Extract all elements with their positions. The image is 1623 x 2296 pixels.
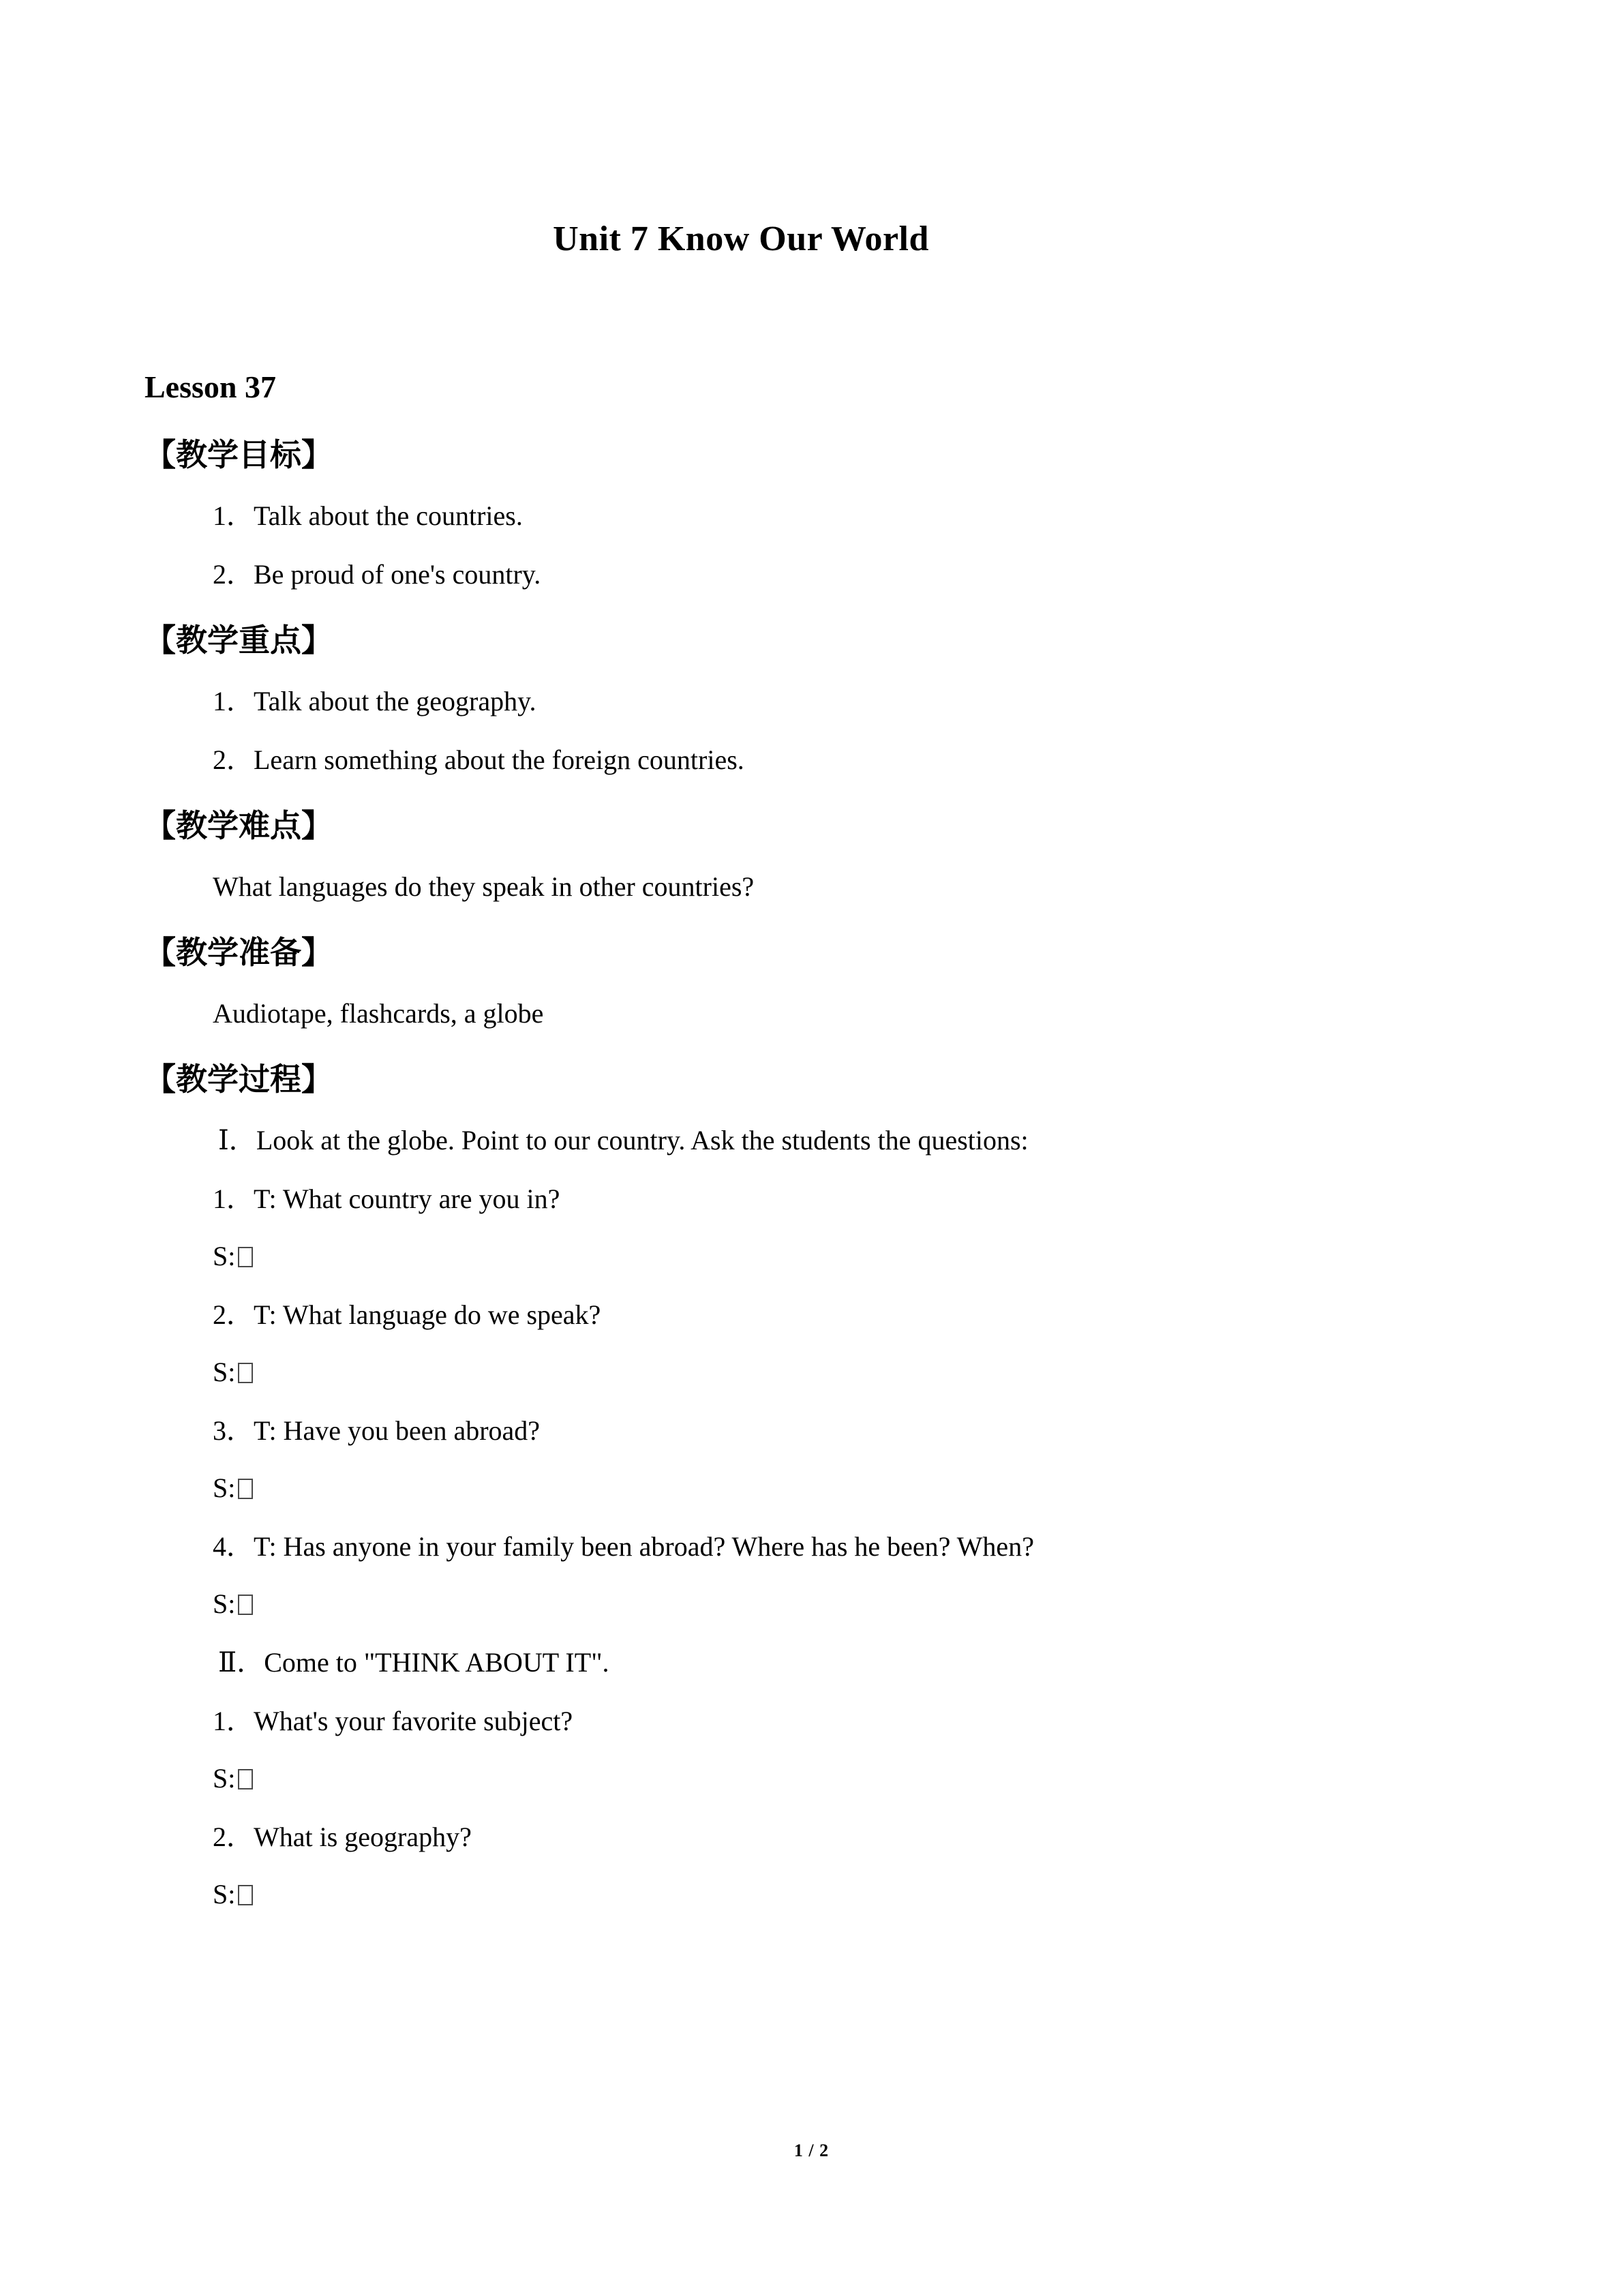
list-marker: 3．	[213, 1415, 254, 1446]
student-answer-line	[145, 1735, 1481, 1792]
student-answer-label: S:	[213, 1241, 236, 1271]
student-answer-line	[145, 1851, 1481, 1908]
roman-marker: Ⅰ．	[218, 1125, 256, 1155]
procedure-part-two	[145, 1618, 1481, 1676]
teacher-question: T: Have you been abroad?	[254, 1415, 541, 1446]
list-item	[145, 530, 1481, 588]
student-answer-line	[145, 1329, 1481, 1386]
document-content	[145, 0, 1481, 1908]
list-marker: 2．	[213, 1299, 254, 1330]
teacher-question: T: What country are you in?	[254, 1183, 560, 1214]
teacher-question: T: Has anyone in your family been abroad? Where has he been? When?	[254, 1531, 1034, 1562]
page-title: Unit 7 Know Our World	[553, 220, 929, 258]
missing-glyph-box-icon	[238, 1479, 253, 1499]
list-item-text: Talk about the geography.	[254, 686, 536, 716]
list-marker: 1．	[213, 686, 254, 716]
student-answer-label: S:	[213, 1879, 236, 1909]
student-answer-label: S:	[213, 1357, 236, 1387]
list-item	[145, 1502, 1481, 1560]
list-item	[145, 656, 1481, 715]
procedure-part-two-text: Come to "THINK ABOUT IT".	[264, 1647, 609, 1678]
teacher-question: What's your favorite subject?	[254, 1706, 573, 1736]
section-heading-procedure: 【教学过程】	[145, 1062, 333, 1097]
missing-glyph-box-icon	[238, 1595, 253, 1615]
list-item	[145, 1386, 1481, 1445]
missing-glyph-box-icon	[238, 1769, 253, 1789]
roman-marker: Ⅱ．	[218, 1647, 264, 1678]
section-heading-difficulties: 【教学难点】	[145, 809, 333, 843]
section-heading-preparation: 【教学准备】	[145, 935, 333, 970]
missing-glyph-box-icon	[238, 1885, 253, 1905]
list-item	[145, 471, 1481, 530]
list-marker: 4．	[213, 1531, 254, 1562]
list-marker: 1．	[213, 1183, 254, 1214]
list-item	[145, 1792, 1481, 1851]
list-item-text: Be proud of one's country.	[254, 559, 541, 590]
list-item-text: Learn something about the foreign countries.	[254, 744, 744, 775]
missing-glyph-box-icon	[238, 1363, 253, 1383]
list-item	[145, 1270, 1481, 1329]
student-answer-label: S:	[213, 1763, 236, 1794]
list-item	[145, 715, 1481, 774]
list-marker: 1．	[213, 500, 254, 531]
student-answer-line	[145, 1560, 1481, 1618]
student-answer-line	[145, 1213, 1481, 1270]
page-number-footer: 1 / 2	[793, 2141, 830, 2160]
section-paragraph: Audiotape, flashcards, a globe	[213, 998, 544, 1029]
list-marker: 2．	[213, 1822, 254, 1852]
list-marker: 2．	[213, 744, 254, 775]
list-item-text: Talk about the countries.	[254, 500, 523, 531]
student-answer-label: S:	[213, 1472, 236, 1503]
list-marker: 2．	[213, 559, 254, 590]
missing-glyph-box-icon	[238, 1247, 253, 1267]
section-heading-objectives: 【教学目标】	[145, 438, 333, 472]
procedure-part-one-text: Look at the globe. Point to our country. Ask the students the questions:	[256, 1125, 1029, 1155]
procedure-part-one	[145, 1096, 1481, 1154]
list-item	[145, 1676, 1481, 1735]
section-paragraph: What languages do they speak in other countries?	[213, 871, 755, 902]
teacher-question: What is geography?	[254, 1822, 472, 1852]
student-answer-line	[145, 1445, 1481, 1502]
section-heading-key-points: 【教学重点】	[145, 623, 333, 658]
teacher-question: T: What language do we speak?	[254, 1299, 601, 1330]
list-marker: 1．	[213, 1706, 254, 1736]
student-answer-label: S:	[213, 1588, 236, 1619]
list-item	[145, 1154, 1481, 1213]
lesson-heading: Lesson 37	[145, 369, 276, 404]
